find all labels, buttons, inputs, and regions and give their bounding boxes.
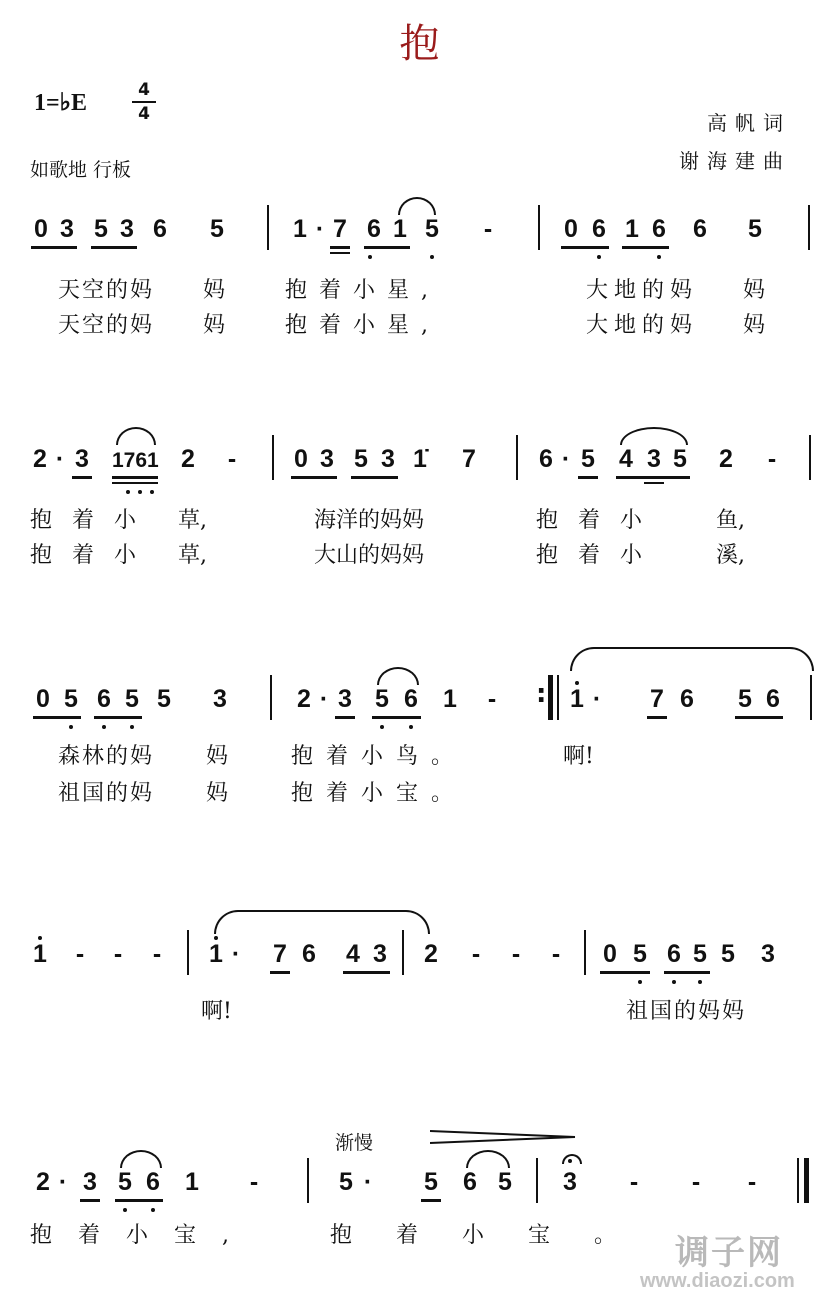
lyricist-credit: 高帆词 [707,111,791,135]
score-row-4 [0,930,839,1060]
note: - [483,215,493,243]
lyric-line-2: 抱着小 [536,543,663,568]
note: 5 [339,1168,353,1196]
note: 6 [766,685,780,713]
bar-line [402,930,404,975]
note: 3 [60,215,74,243]
lyric-line-2: 天空的妈 [58,313,155,338]
score-row-1 [0,205,839,338]
note: 6 [592,215,606,243]
page-title: 抱 [399,21,440,67]
note: 6 [153,215,167,243]
note: 2 [33,445,47,473]
note: 2 [181,445,195,473]
note: 1 [293,215,307,243]
note: 6 [693,215,707,243]
note: 7 [462,445,476,473]
note: 1761 [112,449,159,472]
note: 3 [381,445,395,473]
note: 0 [34,215,48,243]
tempo-marking: 如歌地 行板 [30,159,132,181]
ritardando-marking: 渐慢 [335,1132,374,1154]
time-signature [132,80,156,124]
bar-line [809,435,811,480]
lyric-line-1: 妈 [743,278,766,303]
lyric-line-1: 鱼, [716,508,745,533]
note: 5 [375,685,389,713]
note: 5 [633,940,647,968]
lyric-line-2: 妈 [743,313,766,338]
bar-line [267,205,269,250]
note: 5 [64,685,78,713]
note: 6 [146,1168,160,1196]
note: 3 [75,445,89,473]
note: 5 [118,1168,132,1196]
repeat-bar-thin [557,675,559,720]
lyric-line-1: 抱着小宝, [30,1223,255,1248]
note: · [592,685,602,713]
note: 4 [346,940,360,968]
note: 3 [563,1168,577,1196]
bar-line [307,1158,309,1203]
bar-line [584,930,586,975]
note: 2 [719,445,733,473]
note: 5 [498,1168,512,1196]
note: 6 [652,215,666,243]
site-url: www.diaozi.com [640,1270,795,1292]
note: 0 [294,445,308,473]
note: · [363,1168,373,1196]
final-bar-thin [797,1158,799,1203]
lyric-line-1: 妈 [206,744,229,769]
note: · [231,940,241,968]
note: - [152,940,162,968]
note: 7 [650,685,664,713]
note: - [629,1168,639,1196]
note: 0 [36,685,50,713]
note: 5 [424,1168,438,1196]
note: 1 [393,215,407,243]
lyric-line-1: 啊! [563,744,594,769]
lyric-line-1: 抱着小 [30,508,157,533]
note: - [75,940,85,968]
lyric-line-1: 抱着小星, [285,278,440,303]
note: 2 [424,940,438,968]
note: 6 [404,685,418,713]
lyric-line-2: 抱着小宝。 [291,781,467,806]
meter-top: 4 [138,80,150,100]
bar-line [808,205,810,250]
repeat-dots: : [536,679,547,709]
note: 5 [210,215,224,243]
note: 7 [273,940,287,968]
note: 3 [373,940,387,968]
note: - [471,940,481,968]
final-bar-thick [804,1158,809,1203]
note: 6 [97,685,111,713]
meter-bottom: 4 [138,104,150,124]
lyric-line-2: 祖国的妈 [58,781,155,806]
note: · [58,1168,68,1196]
note: 1̇ [413,445,427,473]
score-row-3 [0,675,839,805]
note: 3 [320,445,334,473]
note: - [511,940,521,968]
lyric-line-1: 抱着小 [536,508,663,533]
note: 1 [209,940,223,968]
note: 5 [721,940,735,968]
lyric-line-1: 天空的妈 [58,278,155,303]
key-signature: 1=♭E [34,90,88,116]
lyric-line-1: 抱着小宝。 [330,1223,661,1248]
note: 5 [581,445,595,473]
note: 1 [625,215,639,243]
note: 5 [748,215,762,243]
note: 0 [603,940,617,968]
note: 2 [297,685,311,713]
lyric-line-2: 溪, [716,543,745,568]
lyric-line-1: 抱着小鸟。 [291,744,467,769]
bar-line [516,435,518,480]
lyric-line-1: 大地的妈 [586,278,699,303]
note: 5 [738,685,752,713]
lyric-line-1: 啊! [201,999,232,1024]
note: - [747,1168,757,1196]
lyric-line-2: 抱着小 [30,543,157,568]
note: 3 [213,685,227,713]
note: 6 [680,685,694,713]
repeat-bar-thick [548,675,553,720]
bar-line [810,675,812,720]
lyric-line-1: 海洋的妈妈 [314,508,425,533]
site-logo: 调子网 [675,1233,783,1273]
bar-line [272,435,274,480]
note: 4 [619,445,633,473]
note: - [249,1168,259,1196]
lyric-line-2: 妈 [206,781,229,806]
lyric-line-2: 妈 [203,313,226,338]
lyric-line-2: 抱着小星, [285,313,440,338]
note: 5 [354,445,368,473]
lyric-line-1: 祖国的妈妈 [626,999,747,1024]
note: · [55,445,65,473]
note: 5 [125,685,139,713]
note: - [227,445,237,473]
note: - [113,940,123,968]
note: 5 [673,445,687,473]
note: 5 [693,940,707,968]
lyric-line-2: 大地的妈 [586,313,699,338]
note: · [319,685,329,713]
note: 6 [302,940,316,968]
lyric-line-1: 森林的妈 [58,744,155,769]
note: 1 [570,685,584,713]
decrescendo-hairpin [430,1128,580,1148]
note: - [487,685,497,713]
lyric-line-2: 草, [178,543,207,568]
note: 1 [33,940,47,968]
note: - [691,1168,701,1196]
note: 7 [333,215,347,243]
note: 5 [157,685,171,713]
note: 3 [120,215,134,243]
note: 3 [338,685,352,713]
note: 6 [463,1168,477,1196]
bar-line [536,1158,538,1203]
lyric-line-1: 草, [178,508,207,533]
lyric-line-2: 大山的妈妈 [314,543,425,568]
note: 0 [564,215,578,243]
score-row-2 [0,435,839,568]
note: 1 [443,685,457,713]
bar-line [187,930,189,975]
note: 5 [425,215,439,243]
note: · [561,445,571,473]
note: 5 [94,215,108,243]
note: 3 [761,940,775,968]
composer-credit: 谢海建曲 [679,149,791,173]
note: 3 [83,1168,97,1196]
note: 6 [539,445,553,473]
note: 2 [36,1168,50,1196]
note: · [315,215,325,243]
bar-line [270,675,272,720]
lyric-line-1: 妈 [203,278,226,303]
bar-line [538,205,540,250]
note: 3 [647,445,661,473]
note: - [551,940,561,968]
note: - [767,445,777,473]
note: 6 [667,940,681,968]
note: 6 [367,215,381,243]
note: 1 [185,1168,199,1196]
